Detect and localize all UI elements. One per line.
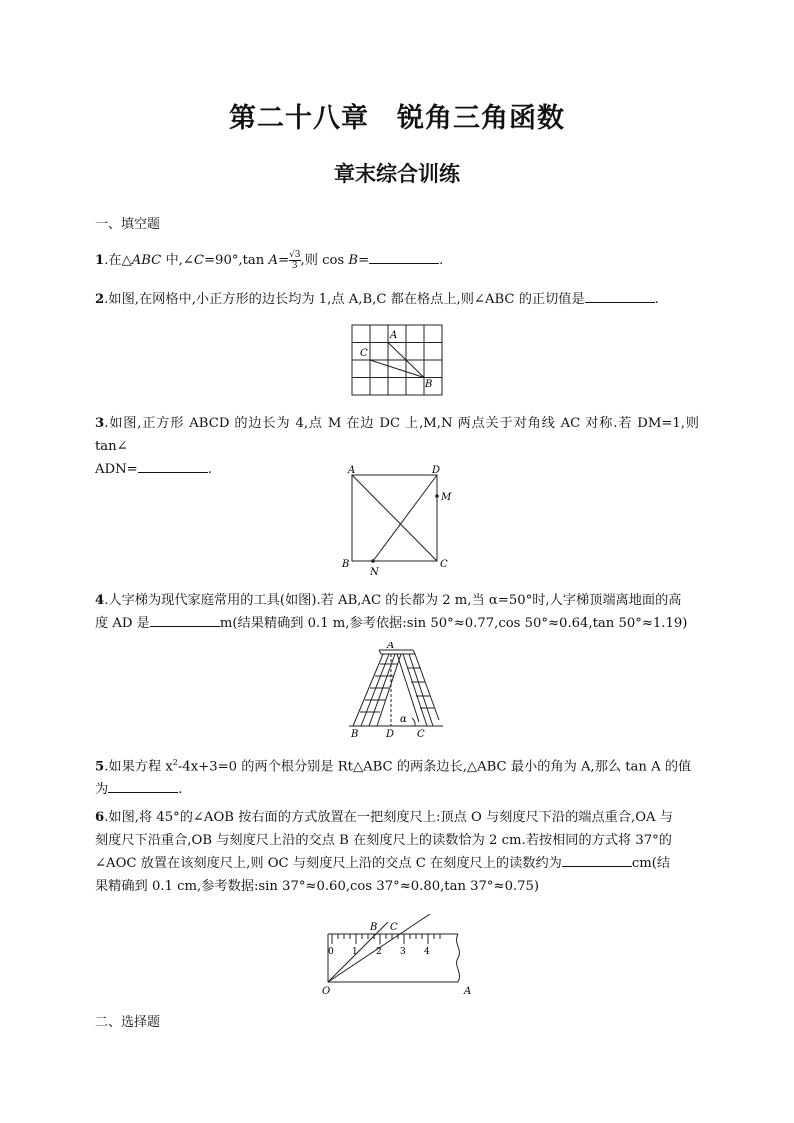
point-b-label: B bbox=[351, 729, 359, 740]
question-6: 6.如图,将 45°的∠AOB 按右面的方式放置在一把刻度尺上:顶点 O 与刻度尺下沿的端点重合,OA 与 刻度尺下沿重合,OB 与刻度尺上沿的交点 B 在刻度尺上的读数恰为 2 cm.若按相同的方式将 37°的 ∠AOC 放置在该刻度尺上,则 OC 与刻度尺上沿的交点 C 在刻度尺上的读数约为 cm(结 果精确到 0.1 cm,参考数据:sin 37°≈0.60,cos 37°≈0.80,tan 37°≈0.75) bbox=[95, 810, 673, 894]
tick-label-4: 4 bbox=[424, 947, 430, 957]
ruler-figure bbox=[318, 914, 478, 996]
point-b-label: B bbox=[425, 379, 433, 390]
grid-figure bbox=[350, 323, 450, 398]
section-subtitle: 章末综合训练 bbox=[334, 161, 460, 186]
point-c-label: C bbox=[417, 729, 425, 740]
point-c-label: C bbox=[360, 348, 368, 359]
question-2: 2.如图,在网格中,小正方形的边长均为 1,点 A,B,C 都在格点上,则∠ABC 的正切值是 . bbox=[95, 292, 659, 307]
tick-label-1: 1 bbox=[352, 947, 358, 957]
angle-alpha-label: α bbox=[400, 714, 407, 725]
point-c-label: C bbox=[390, 922, 398, 933]
question-4: 4.人字梯为现代家庭常用的工具(如图).若 AB,AC 的长都为 2 m,当 α=50°时,人字梯顶端离地面的高 度 AD 是 m(结果精确到 0.1 m,参考依据:sin 50°≈0.77,cos 50°≈0.64,tan 50°≈1.19) bbox=[95, 593, 688, 631]
tick-label-3: 3 bbox=[400, 947, 406, 957]
point-m-label: M bbox=[441, 492, 452, 503]
question-number: 4 bbox=[95, 593, 105, 608]
point-b-label: B bbox=[342, 559, 350, 570]
chapter-title: 第二十八章 锐角三角函数 bbox=[229, 103, 565, 134]
point-d-label: D bbox=[386, 729, 395, 740]
question-5: 5.如果方程 $x^2-4x+3=0$ 的两个根分别是 Rt△ABC 的两条边长,△ABC 最小的角为 A,那么 tan A 的值 为 . bbox=[95, 758, 692, 798]
point-a-label: A bbox=[348, 465, 356, 476]
point-c-label: C bbox=[440, 559, 448, 570]
point-b-label: B bbox=[370, 922, 378, 933]
point-a-label: A bbox=[387, 642, 395, 651]
answer-blank bbox=[108, 780, 178, 793]
square-figure bbox=[340, 463, 455, 578]
section-fill-in: 一、填空题 bbox=[95, 217, 161, 232]
answer-blank bbox=[138, 460, 208, 473]
question-number: 6 bbox=[95, 810, 105, 825]
tick-label-2: 2 bbox=[376, 947, 382, 957]
answer-blank bbox=[585, 290, 655, 303]
question-number: 1 bbox=[95, 253, 105, 268]
question-number: 2 bbox=[95, 292, 105, 307]
point-o-label: O bbox=[322, 986, 331, 996]
point-n-label: N bbox=[370, 567, 379, 578]
answer-blank bbox=[150, 614, 220, 627]
point-a-label: A bbox=[464, 986, 472, 996]
question-number: 5 bbox=[95, 759, 105, 775]
answer-blank bbox=[562, 854, 632, 867]
question-3: 3.如图,正方形 ABCD 的边长为 4,点 M 在边 DC 上,M,N 两点关于对角线 AC 对称.若 DM=1,则 tan∠ ADN= . bbox=[95, 416, 699, 477]
answer-blank bbox=[369, 251, 439, 264]
section-multiple-choice: 二、选择题 bbox=[95, 1015, 161, 1030]
point-a-label: A bbox=[390, 330, 398, 341]
question-number: 3 bbox=[95, 416, 105, 431]
ladder-figure bbox=[345, 642, 450, 740]
question-1: 1.在△ABC 中,∠C=90°,tan A= $\frac{√3}{3}$ ,则 cos B= . bbox=[95, 250, 444, 271]
tick-label-0: 0 bbox=[328, 947, 334, 957]
fraction: $\frac{√3}{3}$ bbox=[289, 250, 301, 271]
point-d-label: D bbox=[432, 465, 441, 476]
